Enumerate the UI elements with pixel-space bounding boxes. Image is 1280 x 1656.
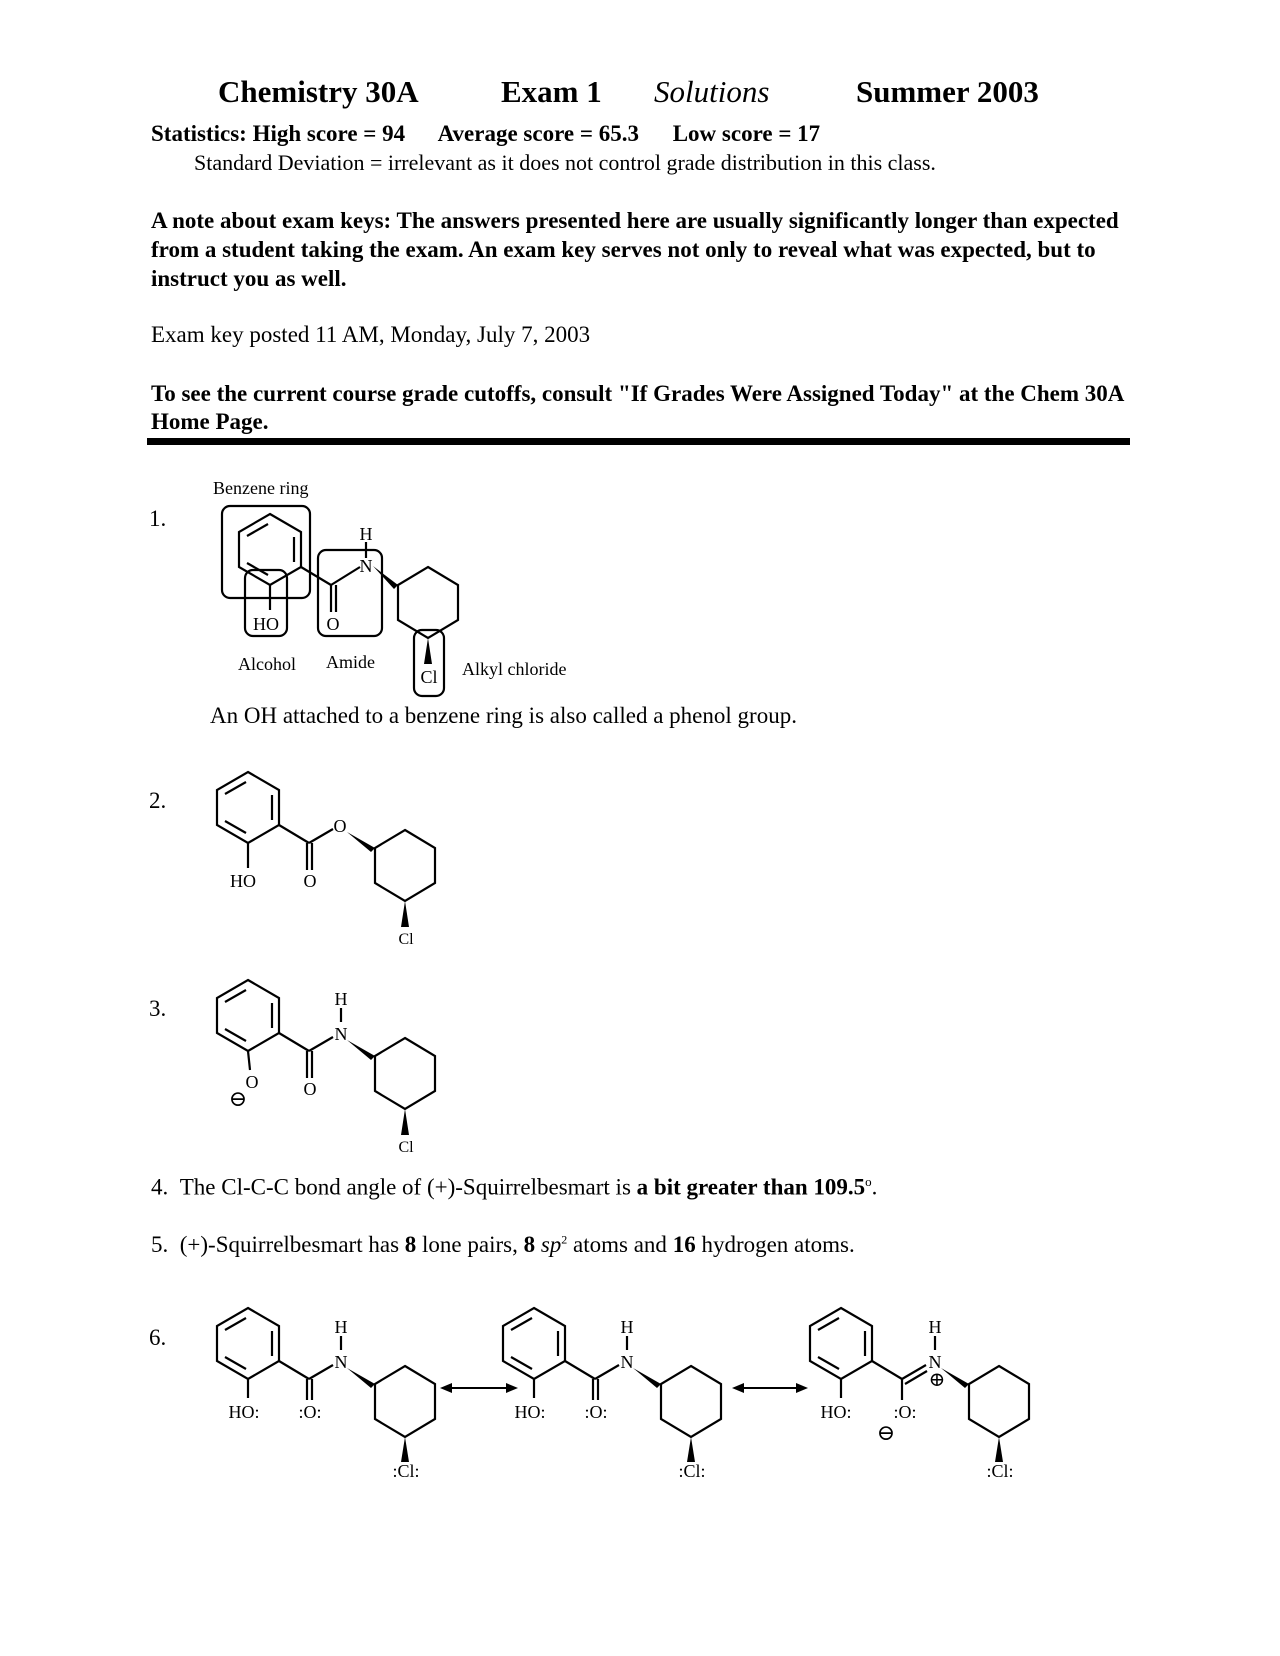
exam-title: Exam 1 xyxy=(501,74,602,109)
term-title: Summer 2003 xyxy=(856,74,1039,109)
q5-sp2-count: 8 xyxy=(523,1232,536,1257)
course-title: Chemistry 30A xyxy=(218,74,419,109)
amide-label: Amide xyxy=(326,652,375,672)
q6c-n: N xyxy=(928,1352,942,1372)
q6a-o: :O: xyxy=(298,1402,322,1422)
q5-sup: 2 xyxy=(561,1232,568,1247)
q1-o-atom: O xyxy=(326,614,340,634)
benzene-label: Benzene ring xyxy=(213,478,309,498)
q6b-o: :O: xyxy=(584,1402,608,1422)
q4-answer: a bit greater than 109.5 xyxy=(636,1174,866,1200)
q1-cl-atom: Cl xyxy=(420,667,438,687)
q5-post: hydrogen atoms. xyxy=(695,1232,855,1257)
q5-number: 5. xyxy=(151,1232,169,1257)
q6c-h: H xyxy=(928,1317,942,1337)
q4-post: . xyxy=(871,1174,878,1200)
q2-number: 2. xyxy=(149,788,167,813)
q3-n: N xyxy=(334,1024,348,1044)
q5-hydrogens: 16 xyxy=(672,1232,696,1257)
q6c-cl: :Cl: xyxy=(986,1461,1014,1481)
q6a-h: H xyxy=(334,1317,348,1337)
q6-number: 6. xyxy=(149,1325,167,1350)
q1-n-atom: N xyxy=(359,556,373,576)
q3-cl: Cl xyxy=(398,1139,414,1156)
standard-deviation: Standard Deviation = irrelevant as it does not control grade distribution in this class. xyxy=(194,150,936,175)
average-score: Average score = 65.3 xyxy=(437,121,639,146)
q6b-h: H xyxy=(620,1317,634,1337)
q1-ho-atom: HO xyxy=(253,614,279,634)
q4-degree: o xyxy=(865,1174,872,1189)
q4-pre: The Cl-C-C bond angle of (+)-Squirrelbesmart is xyxy=(179,1174,637,1200)
q3-h: H xyxy=(334,989,348,1009)
q6b-ho: HO: xyxy=(514,1402,546,1422)
solutions-title: Solutions xyxy=(654,74,770,109)
q3-minus-charge: ⊖ xyxy=(228,1086,248,1111)
q5-pre: (+)-Squirrelbesmart has xyxy=(179,1232,405,1257)
phenol-caption: An OH attached to a benzene ring is also called a phenol group. xyxy=(210,703,797,728)
alcohol-label: Alcohol xyxy=(238,654,296,674)
q5-lone-pairs: 8 xyxy=(404,1232,417,1257)
q2-ho: HO xyxy=(230,871,256,891)
q6b-n: N xyxy=(620,1352,634,1372)
posted-date: Exam key posted 11 AM, Monday, July 7, 2003 xyxy=(151,322,591,347)
q3-o-minus: O xyxy=(245,1072,259,1092)
alkyl-chloride-label: Alkyl chloride xyxy=(462,659,567,679)
exam-key-note: A note about exam keys: The answers presented here are usually significantly longer than expected from a student taking the exam. An exam key serves not only to reveal what was expected, but to instruct you as well. xyxy=(151,208,1119,291)
q5-sp: sp xyxy=(540,1232,562,1257)
q1-h-atom: H xyxy=(359,524,373,544)
q1-benzene-ring xyxy=(239,514,301,585)
q2-o: O xyxy=(303,871,317,891)
q1-cyclohexane xyxy=(398,567,458,638)
q6c-o: :O: xyxy=(893,1402,917,1422)
grade-cutoffs-note: To see the current course grade cutoffs, consult "If Grades Were Assigned Today" at the Chem 30A Home Page. xyxy=(151,381,1124,434)
q5-mid2: atoms and xyxy=(567,1232,673,1257)
q2-o-ester: O xyxy=(333,816,347,836)
q6a-n: N xyxy=(334,1352,348,1372)
q6c-minus-charge: ⊖ xyxy=(876,1420,896,1445)
q3-number: 3. xyxy=(149,996,167,1021)
q6a-ho: HO: xyxy=(228,1402,260,1422)
q2-cl: Cl xyxy=(398,931,414,948)
low-score: Low score = 17 xyxy=(672,121,821,146)
high-score: Statistics: High score = 94 xyxy=(151,121,406,146)
q3-o: O xyxy=(303,1079,317,1099)
q6a-cl: :Cl: xyxy=(392,1461,420,1481)
q1-number: 1. xyxy=(149,506,167,531)
q6b-cl: :Cl: xyxy=(678,1461,706,1481)
q6c-plus-charge: ⊕ xyxy=(928,1369,946,1391)
q5-mid1: lone pairs, xyxy=(416,1232,524,1257)
q6c-ho: HO: xyxy=(820,1402,852,1422)
q4-number: 4. xyxy=(151,1174,169,1200)
